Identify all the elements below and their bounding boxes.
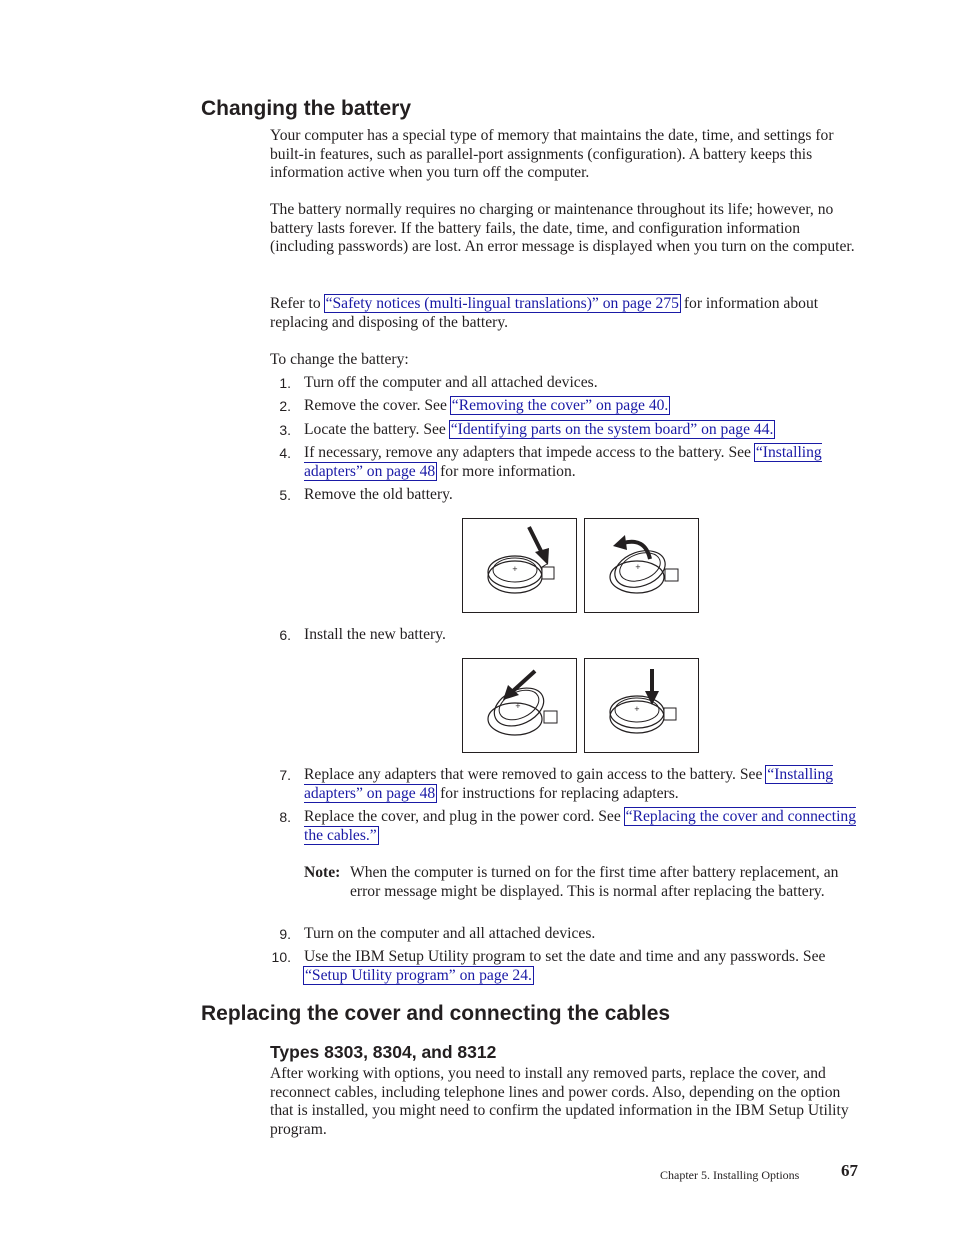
paragraph-after-working: After working with options, you need to install any removed parts, replace the cover, and reconnect cables, including telephone lines and power cords. Also, depending on the option that is installed, you might need to confirm the updated information in the IBM Setup Utility program. xyxy=(270,1065,849,1138)
step-2-text: Remove the cover. See xyxy=(304,397,451,414)
step-number: 5. xyxy=(279,487,291,503)
note-text: When the computer is turned on for the first time after battery replacement, an error message might be displayed. This is normal after replacing the battery. xyxy=(350,864,839,900)
step-number: 8. xyxy=(279,809,291,825)
section-title-changing-battery: Changing the battery xyxy=(201,97,412,120)
step-4-text-after: for more information. xyxy=(436,462,576,480)
step-number: 2. xyxy=(279,398,291,414)
footer-chapter: Chapter 5. Installing Options xyxy=(660,1168,800,1182)
step-text xyxy=(304,444,856,481)
svg-text:+: + xyxy=(512,565,518,573)
step-number: 7. xyxy=(279,767,291,783)
step-8-text: Replace the cover, and plug in the power cord. See xyxy=(304,808,625,825)
step-4-text: If necessary, remove any adapters that impede access to the battery. See xyxy=(304,444,755,461)
step-number: 6. xyxy=(279,627,291,643)
safety-ref-text-after: for information about replacing and disposing of the battery. xyxy=(270,295,819,331)
note-label: Note: xyxy=(304,864,341,881)
step-text: Install the new battery. xyxy=(304,626,446,643)
step-text: Turn off the computer and all attached devices. xyxy=(304,374,598,391)
svg-text:+: + xyxy=(515,702,521,710)
link-setup-utility[interactable]: “Setup Utility program” on page 24. xyxy=(305,966,532,984)
link-removing-cover[interactable]: “Removing the cover” on page 40. xyxy=(451,397,669,414)
link-safety-notices[interactable]: “Safety notices (multi-lingual translations)” on page 275 xyxy=(325,295,679,312)
link-replacing-cover[interactable]: “Replacing the cover and connecting the cables.” xyxy=(304,808,857,844)
figure-remove-battery-press xyxy=(462,518,577,613)
paragraph-battery-life: The battery normally requires no charging or maintenance throughout its life; however, no battery lasts forever. If the battery fails, the date, time, and configuration information (including passwords) are lost. An error message is displayed when you turn on the computer. xyxy=(270,201,855,256)
step-text xyxy=(304,808,856,845)
step-text xyxy=(304,766,856,803)
paragraph-memory: Your computer has a special type of memory that maintains the date, time, and settings for built-in features, such as parallel-port assignments (configuration). A battery keeps this information active when you turn off the computer. xyxy=(270,127,834,182)
step-3-text: Locate the battery. See xyxy=(304,421,450,438)
figure-install-battery-insert xyxy=(462,658,577,753)
step-10-text: Use the IBM Setup Utility program to set the date and time and any passwords. See xyxy=(304,948,826,965)
section-title-replacing-cover: Replacing the cover and connecting the cables xyxy=(201,1002,671,1025)
step-text xyxy=(304,421,856,440)
page-number: 67 xyxy=(841,1161,858,1180)
step-7-text: Replace any adapters that were removed to gain access to the battery. See xyxy=(304,766,767,783)
svg-text:+: + xyxy=(634,705,640,713)
step-number: 4. xyxy=(279,445,291,461)
steps-intro: To change the battery: xyxy=(270,351,409,368)
link-installing-adapters-2[interactable]: “Installing adapters” on page 48 xyxy=(304,766,834,802)
subsection-title-types: Types 8303, 8304, and 8312 xyxy=(270,1042,497,1062)
step-text xyxy=(304,948,856,985)
safety-ref-text-before: Refer to xyxy=(270,295,325,312)
figure-install-battery-press xyxy=(584,658,699,753)
step-number: 3. xyxy=(279,422,291,438)
step-text: Turn on the computer and all attached devices. xyxy=(304,925,596,942)
paragraph-safety-ref xyxy=(270,295,855,332)
link-identifying-parts[interactable]: “Identifying parts on the system board” on page 44. xyxy=(450,421,774,438)
link-installing-adapters[interactable]: “Installing adapters” on page 48 xyxy=(304,444,822,480)
step-number: 9. xyxy=(279,926,291,942)
step-7-text-after: for instructions for replacing adapters. xyxy=(436,784,679,802)
step-number: 1. xyxy=(279,375,291,391)
step-number: 10. xyxy=(271,949,291,965)
svg-text:+: + xyxy=(635,563,641,571)
figure-remove-battery-lift xyxy=(584,518,699,613)
step-text xyxy=(304,397,856,416)
step-text: Remove the old battery. xyxy=(304,486,453,503)
